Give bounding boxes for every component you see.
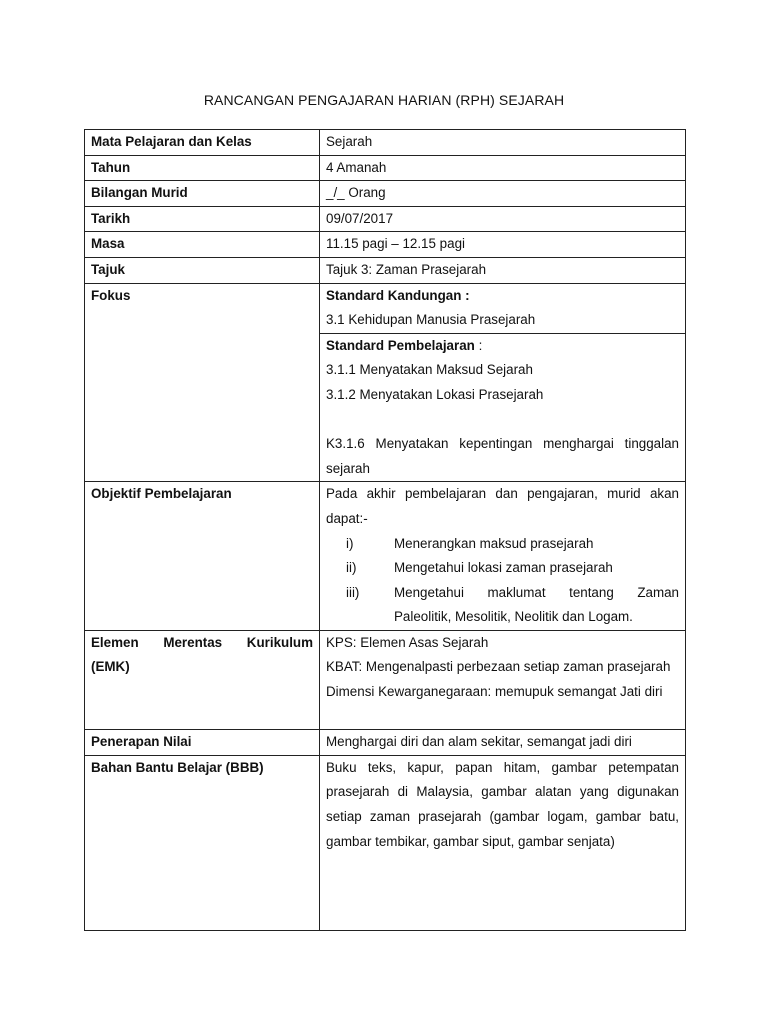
spacer (326, 705, 679, 730)
spacer (326, 408, 679, 433)
values-label: Penerapan Nilai (85, 730, 320, 756)
content-standard-cell (320, 283, 686, 333)
table-row-topic (85, 257, 686, 283)
table-row-year (85, 155, 686, 181)
list-item (326, 532, 679, 557)
time-label: Masa (85, 232, 320, 258)
objective-text: Mengetahui maklumat tentang Zaman Paleolitik, Mesolitik, Neolitik dan Logam. (394, 584, 679, 625)
learning-item: 3.1.1 Menyatakan Maksud Sejarah (326, 362, 533, 378)
table-row-values (85, 730, 686, 756)
objectives-intro: Pada akhir pembelajaran dan pengajaran, murid akan dapat:- (326, 486, 679, 526)
learning-item: 3.1.2 Menyatakan Lokasi Prasejarah (326, 386, 544, 402)
values-value: Menghargai diri dan alam sekitar, semangat jadi diri (320, 730, 686, 756)
table-row-pupils (85, 181, 686, 207)
table-row-date (85, 206, 686, 232)
objective-text: Mengetahui lokasi zaman prasejarah (394, 560, 613, 576)
objectives-list (326, 532, 679, 630)
year-value: 4 Amanah (320, 155, 686, 181)
topic-label: Tajuk (85, 257, 320, 283)
focus-label: Fokus (85, 283, 320, 482)
pupils-label: Bilangan Murid (85, 181, 320, 207)
table-row-emk (85, 630, 686, 729)
date-label: Tarikh (85, 206, 320, 232)
objective-text: Menerangkan maksud prasejarah (394, 535, 594, 551)
emk-line: KPS: Elemen Asas Sejarah (326, 634, 489, 650)
table-row-materials (85, 755, 686, 930)
lesson-plan-table (84, 129, 686, 931)
objectives-label: Objektif Pembelajaran (85, 482, 320, 631)
time-value: 11.15 pagi – 12.15 pagi (320, 232, 686, 258)
learning-standard-heading: Standard Pembelajaran (326, 337, 475, 353)
emk-label-word: Kurikulum (246, 634, 313, 650)
objective-number: i) (346, 535, 354, 551)
subject-label: Mata Pelajaran dan Kelas (85, 130, 320, 156)
topic-value: Tajuk 3: Zaman Prasejarah (320, 257, 686, 283)
table-row-focus-content (85, 283, 686, 333)
table-row-time (85, 232, 686, 258)
year-label: Tahun (85, 155, 320, 181)
emk-line: KBAT: Mengenalpasti perbezaan setiap zaman prasejarah (326, 659, 671, 675)
emk-cell (320, 630, 686, 729)
emk-label-cell (85, 630, 320, 729)
emk-label-word: Elemen (91, 634, 139, 650)
emk-label-line2: (EMK) (91, 659, 130, 675)
date-value: 09/07/2017 (320, 206, 686, 232)
materials-label: Bahan Bantu Belajar (BBB) (85, 755, 320, 930)
k-item: K3.1.6 Menyatakan kepentingan menghargai tinggalan sejarah (326, 436, 679, 476)
emk-label-line1 (91, 631, 313, 656)
emk-label-word: Merentas (163, 634, 223, 650)
document-title: RANCANGAN PENGAJARAN HARIAN (RPH) SEJARAH (203, 92, 565, 108)
materials-value: Buku teks, kapur, papan hitam, gambar petempatan prasejarah di Malaysia, gambar alatan yang digunakan setiap zaman prasejarah (gambar logam, gambar batu, gambar tembikar, gambar siput, gambar senjata) (320, 755, 686, 930)
table-row-subject (85, 130, 686, 156)
table-row-objectives (85, 482, 686, 631)
pupils-value: _/_ Orang (320, 181, 686, 207)
emk-line: Dimensi Kewarganegaraan: memupuk semangat Jati diri (326, 684, 663, 700)
objectives-cell (320, 482, 686, 631)
learning-standard-cell (320, 333, 686, 482)
objective-number: ii) (346, 560, 357, 576)
learning-standard-colon: : (474, 337, 483, 353)
subject-value: Sejarah (320, 130, 686, 156)
list-item (326, 556, 679, 581)
content-standard-item: 3.1 Kehidupan Manusia Prasejarah (326, 312, 536, 328)
list-item (326, 581, 679, 630)
learning-standard-heading-line (326, 334, 679, 359)
content-standard-heading: Standard Kandungan : (326, 287, 470, 303)
objective-number: iii) (346, 584, 360, 600)
